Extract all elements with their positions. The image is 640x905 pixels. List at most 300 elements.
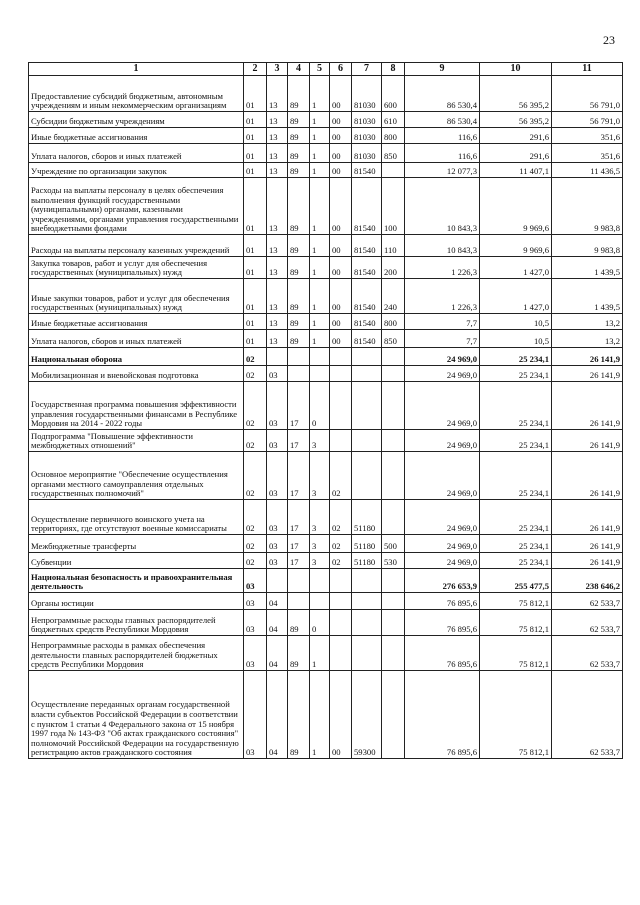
code-subprogram: 1 — [310, 128, 330, 144]
table-row — [29, 500, 623, 535]
code-direction — [352, 382, 382, 430]
code-subprogram: 3 — [310, 430, 330, 452]
code-expense-type: 610 — [382, 112, 405, 128]
row-name: Подпрограмма "Повышение эффективности межбюджетных отношений" — [29, 430, 244, 452]
code-program: 89 — [288, 144, 310, 163]
row-name: Учреждение по организации закупок — [29, 163, 244, 178]
code-measure — [330, 382, 352, 430]
amount-col-10: 75 812,1 — [480, 636, 552, 671]
row-name: Непрограммные расходы в рамках обеспечения деятельности главных распорядителей бюджетных средств Республики Мордовия — [29, 636, 244, 671]
code-section: 02 — [244, 452, 267, 500]
header-cell: 2 — [244, 63, 267, 76]
header-cell: 6 — [330, 63, 352, 76]
table-row — [29, 144, 623, 163]
code-expense-type — [382, 593, 405, 610]
code-measure — [330, 430, 352, 452]
amount-col-9: 7,7 — [405, 314, 480, 330]
code-program — [288, 366, 310, 382]
amount-col-11: 13,2 — [552, 314, 623, 330]
amount-col-11: 26 141,9 — [552, 430, 623, 452]
code-subprogram: 1 — [310, 178, 330, 235]
code-measure: 02 — [330, 553, 352, 569]
amount-col-9: 24 969,0 — [405, 430, 480, 452]
code-subprogram: 1 — [310, 76, 330, 112]
amount-col-11: 26 141,9 — [552, 553, 623, 569]
amount-col-11: 62 533,7 — [552, 593, 623, 610]
code-subprogram: 1 — [310, 671, 330, 759]
code-expense-type — [382, 382, 405, 430]
amount-col-11: 13,2 — [552, 330, 623, 348]
code-subprogram — [310, 569, 330, 593]
amount-col-11: 62 533,7 — [552, 610, 623, 636]
code-subsection: 03 — [267, 553, 288, 569]
code-expense-type: 850 — [382, 330, 405, 348]
amount-col-10: 10,5 — [480, 330, 552, 348]
amount-col-10: 1 427,0 — [480, 279, 552, 314]
amount-col-11: 1 439,5 — [552, 279, 623, 314]
code-program: 89 — [288, 128, 310, 144]
code-program — [288, 569, 310, 593]
table-row — [29, 330, 623, 348]
code-measure — [330, 366, 352, 382]
code-expense-type — [382, 163, 405, 178]
code-expense-type: 100 — [382, 178, 405, 235]
amount-col-9: 10 843,3 — [405, 178, 480, 235]
code-subsection: 04 — [267, 610, 288, 636]
code-direction: 81540 — [352, 314, 382, 330]
code-direction — [352, 452, 382, 500]
code-direction: 81540 — [352, 279, 382, 314]
code-subsection — [267, 569, 288, 593]
amount-col-11: 26 141,9 — [552, 382, 623, 430]
code-subprogram — [310, 593, 330, 610]
row-name: Мобилизационная и вневойсковая подготовка — [29, 366, 244, 382]
row-name: Органы юстиции — [29, 593, 244, 610]
amount-col-10: 75 812,1 — [480, 671, 552, 759]
code-subsection: 13 — [267, 144, 288, 163]
header-cell: 9 — [405, 63, 480, 76]
amount-col-9: 24 969,0 — [405, 500, 480, 535]
code-program: 17 — [288, 430, 310, 452]
code-subprogram: 1 — [310, 257, 330, 279]
code-program: 89 — [288, 112, 310, 128]
amount-col-10: 255 477,5 — [480, 569, 552, 593]
table-row — [29, 636, 623, 671]
table-body — [29, 76, 623, 759]
amount-col-10: 291,6 — [480, 128, 552, 144]
code-section: 01 — [244, 112, 267, 128]
amount-col-11: 62 533,7 — [552, 671, 623, 759]
amount-col-9: 116,6 — [405, 144, 480, 163]
amount-col-10: 9 969,6 — [480, 178, 552, 235]
header-cell: 5 — [310, 63, 330, 76]
code-subprogram — [310, 348, 330, 366]
amount-col-11: 26 141,9 — [552, 535, 623, 553]
amount-col-9: 24 969,0 — [405, 348, 480, 366]
amount-col-11: 9 983,8 — [552, 235, 623, 257]
code-subprogram — [310, 366, 330, 382]
amount-col-10: 56 395,2 — [480, 76, 552, 112]
code-subprogram: 0 — [310, 382, 330, 430]
code-section: 02 — [244, 535, 267, 553]
table-row — [29, 610, 623, 636]
amount-col-9: 276 653,9 — [405, 569, 480, 593]
code-direction: 81540 — [352, 178, 382, 235]
code-direction — [352, 636, 382, 671]
row-name: Уплата налогов, сборов и иных платежей — [29, 144, 244, 163]
code-measure: 00 — [330, 279, 352, 314]
amount-col-10: 9 969,6 — [480, 235, 552, 257]
table-row — [29, 178, 623, 235]
amount-col-9: 86 530,4 — [405, 112, 480, 128]
code-measure — [330, 610, 352, 636]
header-cell: 8 — [382, 63, 405, 76]
code-program: 17 — [288, 553, 310, 569]
code-program: 17 — [288, 500, 310, 535]
code-section: 03 — [244, 610, 267, 636]
code-subsection: 03 — [267, 366, 288, 382]
code-program: 89 — [288, 235, 310, 257]
amount-col-9: 10 843,3 — [405, 235, 480, 257]
amount-col-10: 25 234,1 — [480, 500, 552, 535]
code-direction: 81540 — [352, 235, 382, 257]
amount-col-9: 24 969,0 — [405, 366, 480, 382]
code-subprogram: 1 — [310, 314, 330, 330]
code-expense-type: 500 — [382, 535, 405, 553]
code-subprogram: 0 — [310, 610, 330, 636]
row-name: Осуществление первичного воинского учета на территориях, где отсутствуют военные комиссариаты — [29, 500, 244, 535]
code-subprogram: 1 — [310, 330, 330, 348]
table-row — [29, 671, 623, 759]
code-subprogram: 3 — [310, 535, 330, 553]
code-subsection: 04 — [267, 636, 288, 671]
code-measure: 02 — [330, 452, 352, 500]
code-subsection: 03 — [267, 500, 288, 535]
code-measure: 00 — [330, 112, 352, 128]
code-expense-type — [382, 348, 405, 366]
amount-col-11: 9 983,8 — [552, 178, 623, 235]
table-row — [29, 430, 623, 452]
amount-col-9: 24 969,0 — [405, 382, 480, 430]
code-expense-type — [382, 430, 405, 452]
header-cell: 10 — [480, 63, 552, 76]
code-section: 01 — [244, 163, 267, 178]
code-expense-type — [382, 671, 405, 759]
code-expense-type — [382, 500, 405, 535]
code-expense-type: 530 — [382, 553, 405, 569]
code-subsection: 13 — [267, 279, 288, 314]
code-section: 01 — [244, 235, 267, 257]
code-direction: 51180 — [352, 535, 382, 553]
amount-col-9: 76 895,6 — [405, 636, 480, 671]
code-section: 01 — [244, 76, 267, 112]
amount-col-9: 116,6 — [405, 128, 480, 144]
code-section: 02 — [244, 382, 267, 430]
code-section: 01 — [244, 178, 267, 235]
row-name: Национальная безопасность и правоохранительная деятельность — [29, 569, 244, 593]
amount-col-10: 25 234,1 — [480, 430, 552, 452]
row-name: Осуществление переданных органам государственной власти субъектов Российской Федерации в соответствии с пунктом 1 статьи 4 Федерального закона от 15 ноября 1997 года № 143-ФЗ "Об актах гражданского состояния" полномочий Российской Федерации на государственную регистрацию актов гражданского состояния — [29, 671, 244, 759]
code-expense-type — [382, 569, 405, 593]
code-direction: 59300 — [352, 671, 382, 759]
header-cell: 4 — [288, 63, 310, 76]
amount-col-10: 10,5 — [480, 314, 552, 330]
code-program: 89 — [288, 163, 310, 178]
code-program: 89 — [288, 671, 310, 759]
code-direction: 81540 — [352, 163, 382, 178]
amount-col-10: 25 234,1 — [480, 553, 552, 569]
row-name: Субсидии бюджетным учреждениям — [29, 112, 244, 128]
code-subsection: 13 — [267, 128, 288, 144]
code-program: 89 — [288, 610, 310, 636]
amount-col-10: 1 427,0 — [480, 257, 552, 279]
code-program: 89 — [288, 314, 310, 330]
amount-col-11: 56 791,0 — [552, 112, 623, 128]
code-measure: 00 — [330, 163, 352, 178]
amount-col-9: 1 226,3 — [405, 257, 480, 279]
code-direction — [352, 610, 382, 636]
code-section: 02 — [244, 348, 267, 366]
amount-col-11: 26 141,9 — [552, 366, 623, 382]
code-direction — [352, 348, 382, 366]
amount-col-11: 56 791,0 — [552, 76, 623, 112]
code-direction — [352, 430, 382, 452]
code-subsection: 03 — [267, 382, 288, 430]
code-subsection: 13 — [267, 178, 288, 235]
amount-col-11: 351,6 — [552, 128, 623, 144]
page-number: 23 — [603, 33, 615, 47]
amount-col-10: 25 234,1 — [480, 366, 552, 382]
table-row — [29, 314, 623, 330]
code-program: 89 — [288, 76, 310, 112]
code-measure: 00 — [330, 314, 352, 330]
row-name: Иные бюджетные ассигнования — [29, 128, 244, 144]
code-measure — [330, 636, 352, 671]
amount-col-11: 351,6 — [552, 144, 623, 163]
code-subprogram: 1 — [310, 279, 330, 314]
table-row — [29, 452, 623, 500]
row-name: Расходы на выплаты персоналу казенных учреждений — [29, 235, 244, 257]
table-row — [29, 535, 623, 553]
row-name: Иные бюджетные ассигнования — [29, 314, 244, 330]
code-section: 02 — [244, 366, 267, 382]
table-row — [29, 382, 623, 430]
code-section: 02 — [244, 500, 267, 535]
amount-col-9: 1 226,3 — [405, 279, 480, 314]
code-expense-type — [382, 636, 405, 671]
code-program: 89 — [288, 257, 310, 279]
code-measure: 00 — [330, 144, 352, 163]
row-name: Предоставление субсидий бюджетным, автономным учреждениям и иным некоммерческим организациям — [29, 76, 244, 112]
amount-col-9: 12 077,3 — [405, 163, 480, 178]
table-row — [29, 163, 623, 178]
row-name: Уплата налогов, сборов и иных платежей — [29, 330, 244, 348]
code-subsection: 13 — [267, 330, 288, 348]
code-program — [288, 593, 310, 610]
code-section: 01 — [244, 330, 267, 348]
row-name: Субвенции — [29, 553, 244, 569]
code-subprogram: 1 — [310, 144, 330, 163]
code-measure: 00 — [330, 330, 352, 348]
amount-col-10: 75 812,1 — [480, 610, 552, 636]
code-section: 01 — [244, 314, 267, 330]
code-measure: 00 — [330, 178, 352, 235]
code-expense-type: 600 — [382, 76, 405, 112]
code-subsection: 03 — [267, 430, 288, 452]
amount-col-11: 62 533,7 — [552, 636, 623, 671]
code-section: 01 — [244, 279, 267, 314]
code-direction — [352, 593, 382, 610]
amount-col-10: 25 234,1 — [480, 348, 552, 366]
table-row — [29, 257, 623, 279]
code-section: 03 — [244, 636, 267, 671]
header-cell: 11 — [552, 63, 623, 76]
table-row — [29, 128, 623, 144]
amount-col-11: 1 439,5 — [552, 257, 623, 279]
code-expense-type — [382, 452, 405, 500]
header-cell: 3 — [267, 63, 288, 76]
amount-col-9: 7,7 — [405, 330, 480, 348]
code-direction: 81540 — [352, 257, 382, 279]
code-direction: 81030 — [352, 128, 382, 144]
amount-col-9: 24 969,0 — [405, 553, 480, 569]
budget-table — [28, 62, 623, 759]
amount-col-11: 26 141,9 — [552, 452, 623, 500]
code-measure: 02 — [330, 500, 352, 535]
amount-col-10: 25 234,1 — [480, 382, 552, 430]
row-name: Основное мероприятие "Обеспечение осуществления органами местного самоуправления отдельных государственных полномочий" — [29, 452, 244, 500]
code-subprogram: 1 — [310, 112, 330, 128]
row-name: Национальная оборона — [29, 348, 244, 366]
code-program: 89 — [288, 330, 310, 348]
table-row — [29, 569, 623, 593]
amount-col-10: 11 407,1 — [480, 163, 552, 178]
code-subsection: 04 — [267, 671, 288, 759]
row-name: Непрограммные расходы главных распорядителей бюджетных средств Республики Мордовия — [29, 610, 244, 636]
code-expense-type: 110 — [382, 235, 405, 257]
code-program: 89 — [288, 636, 310, 671]
code-section: 03 — [244, 671, 267, 759]
code-direction: 81030 — [352, 76, 382, 112]
amount-col-10: 75 812,1 — [480, 593, 552, 610]
amount-col-11: 11 436,5 — [552, 163, 623, 178]
code-subprogram: 1 — [310, 235, 330, 257]
code-measure: 00 — [330, 76, 352, 112]
code-subsection: 13 — [267, 257, 288, 279]
amount-col-11: 26 141,9 — [552, 348, 623, 366]
table-row — [29, 553, 623, 569]
code-direction: 81030 — [352, 112, 382, 128]
code-section: 01 — [244, 257, 267, 279]
amount-col-10: 291,6 — [480, 144, 552, 163]
code-section: 03 — [244, 593, 267, 610]
code-expense-type: 200 — [382, 257, 405, 279]
code-program — [288, 348, 310, 366]
code-subsection — [267, 348, 288, 366]
code-expense-type: 800 — [382, 128, 405, 144]
code-expense-type: 850 — [382, 144, 405, 163]
code-direction: 81030 — [352, 144, 382, 163]
amount-col-9: 76 895,6 — [405, 610, 480, 636]
table-row — [29, 112, 623, 128]
amount-col-10: 25 234,1 — [480, 535, 552, 553]
code-subsection: 13 — [267, 235, 288, 257]
header-cell: 7 — [352, 63, 382, 76]
code-section: 01 — [244, 128, 267, 144]
amount-col-11: 26 141,9 — [552, 500, 623, 535]
table-row — [29, 76, 623, 112]
code-subsection: 03 — [267, 535, 288, 553]
code-subsection: 13 — [267, 76, 288, 112]
code-expense-type — [382, 366, 405, 382]
code-subprogram: 1 — [310, 636, 330, 671]
code-direction: 51180 — [352, 553, 382, 569]
code-subprogram: 3 — [310, 452, 330, 500]
code-program: 17 — [288, 535, 310, 553]
row-name: Межбюджетные трансферты — [29, 535, 244, 553]
header-row — [29, 63, 623, 76]
code-measure — [330, 569, 352, 593]
amount-col-9: 86 530,4 — [405, 76, 480, 112]
table-row — [29, 348, 623, 366]
amount-col-9: 76 895,6 — [405, 671, 480, 759]
code-measure: 00 — [330, 235, 352, 257]
header-cell: 1 — [29, 63, 244, 76]
code-direction: 81540 — [352, 330, 382, 348]
code-expense-type: 800 — [382, 314, 405, 330]
code-program: 89 — [288, 279, 310, 314]
amount-col-10: 56 395,2 — [480, 112, 552, 128]
row-name: Государственная программа повышения эффективности управления государственными финансами в Республике Мордовия на 2014 - 2022 годы — [29, 382, 244, 430]
code-program: 17 — [288, 382, 310, 430]
code-direction: 51180 — [352, 500, 382, 535]
code-subsection: 13 — [267, 112, 288, 128]
code-subsection: 13 — [267, 314, 288, 330]
code-subprogram: 3 — [310, 553, 330, 569]
code-subprogram: 3 — [310, 500, 330, 535]
row-name: Расходы на выплаты персоналу в целях обеспечения выполнения функций государственными (муниципальными) органами, казенными учреждениями, органами управления государственными внебюджетными фондами — [29, 178, 244, 235]
amount-col-11: 238 646,2 — [552, 569, 623, 593]
code-program: 17 — [288, 452, 310, 500]
code-section: 02 — [244, 553, 267, 569]
code-program: 89 — [288, 178, 310, 235]
code-section: 01 — [244, 144, 267, 163]
row-name: Закупка товаров, работ и услуг для обеспечения государственных (муниципальных) нужд — [29, 257, 244, 279]
amount-col-10: 25 234,1 — [480, 452, 552, 500]
code-subsection: 04 — [267, 593, 288, 610]
code-section: 02 — [244, 430, 267, 452]
code-expense-type — [382, 610, 405, 636]
code-direction — [352, 366, 382, 382]
code-subsection: 13 — [267, 163, 288, 178]
table-row — [29, 235, 623, 257]
code-subprogram: 1 — [310, 163, 330, 178]
amount-col-9: 24 969,0 — [405, 452, 480, 500]
code-expense-type: 240 — [382, 279, 405, 314]
code-measure: 00 — [330, 671, 352, 759]
amount-col-9: 24 969,0 — [405, 535, 480, 553]
code-direction — [352, 569, 382, 593]
table-row — [29, 366, 623, 382]
code-measure: 00 — [330, 128, 352, 144]
code-subsection: 03 — [267, 452, 288, 500]
amount-col-9: 76 895,6 — [405, 593, 480, 610]
code-measure: 02 — [330, 535, 352, 553]
code-section: 03 — [244, 569, 267, 593]
table-row — [29, 593, 623, 610]
row-name: Иные закупки товаров, работ и услуг для обеспечения государственных (муниципальных) нужд — [29, 279, 244, 314]
code-measure: 00 — [330, 257, 352, 279]
